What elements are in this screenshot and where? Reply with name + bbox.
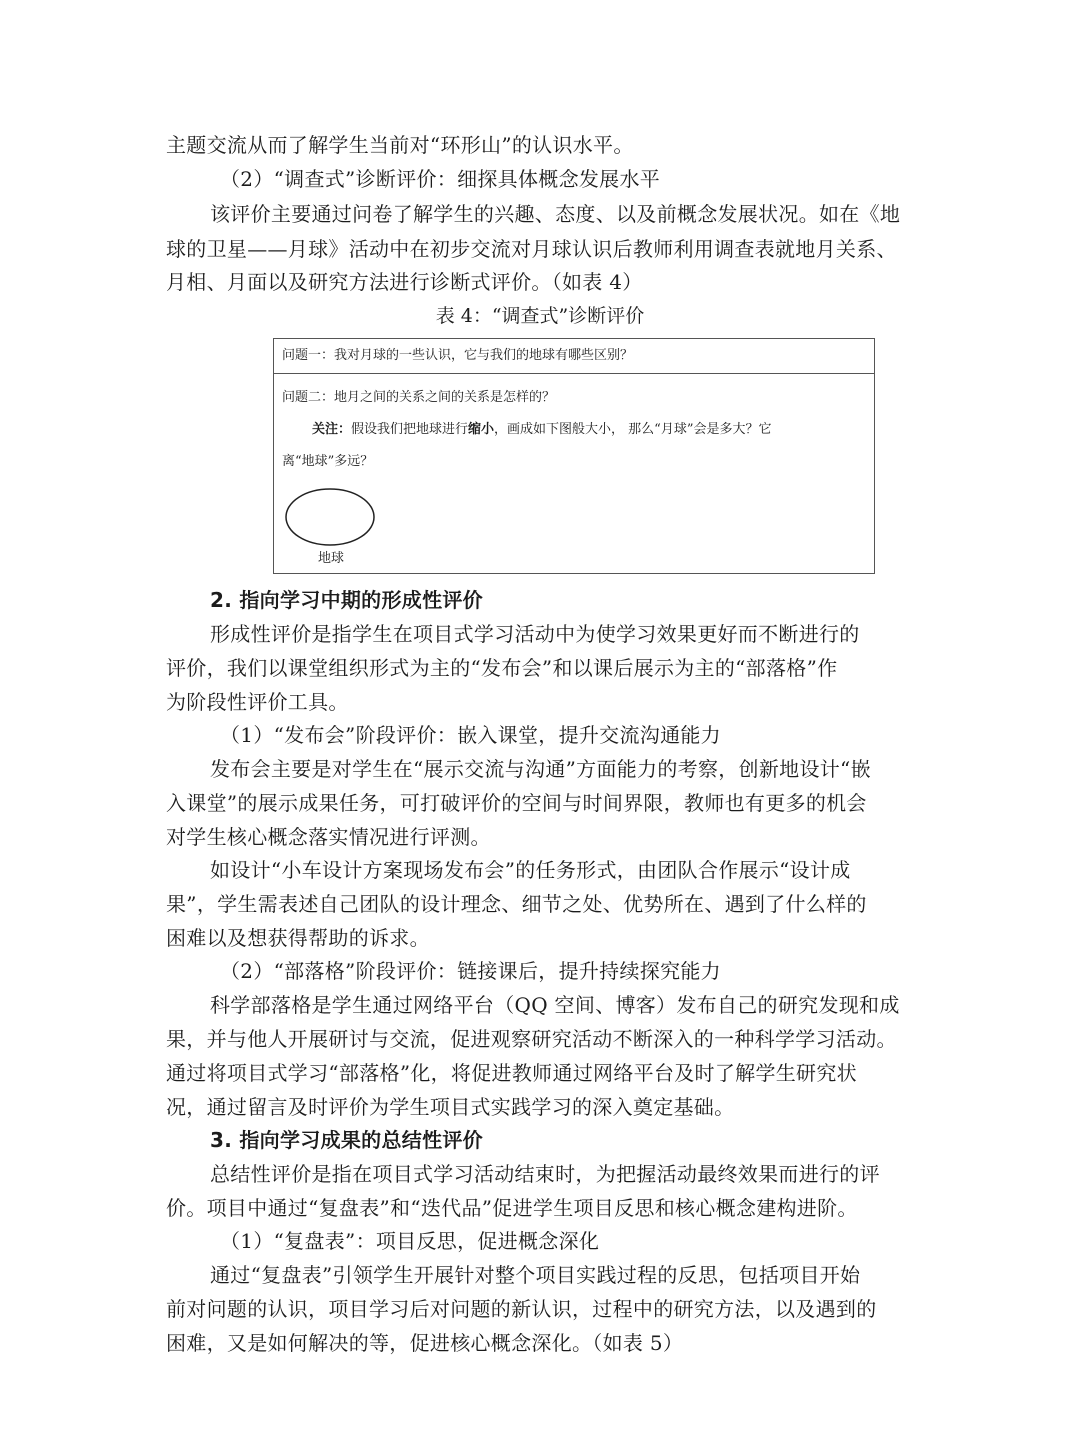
paragraph-line: 形成性评价是指学生在项目式学习活动中为使学习效果更好而不断进行的: [210, 622, 860, 646]
paragraph-line: 对学生核心概念落实情况进行评测。: [166, 825, 491, 849]
table-caption: 表 4：“调查式”诊断评价: [435, 305, 645, 327]
question-one: 问题一：我对月球的一些认识，它与我们的地球有哪些区别？: [282, 348, 634, 363]
focus-note-line2: 离“地球”多远？: [282, 454, 374, 469]
paragraph-line: 通过将项目式学习“部落格”化，将促进教师通过网络平台及时了解学生研究状: [166, 1061, 857, 1085]
paragraph-line: 总结性评价是指在项目式学习活动结束时，为把握活动最终效果而进行的评: [210, 1162, 880, 1186]
subsection-heading: （1）“发布会”阶段评价：嵌入课堂，提升交流沟通能力: [220, 723, 721, 747]
paragraph-line: 发布会主要是对学生在“展示交流与沟通”方面能力的考察，创新地设计“嵌: [210, 757, 871, 781]
earth-label: 地球: [318, 551, 345, 566]
paragraph-line: 况，通过留言及时评价为学生项目式实践学习的深入奠定基础。: [166, 1095, 735, 1119]
paragraph-line: 困难以及想获得帮助的诉求。: [166, 926, 430, 950]
paragraph-line: 前对问题的认识，项目学习后对问题的新认识，过程中的研究方法，以及遇到的: [166, 1297, 877, 1321]
table-divider: [274, 373, 874, 374]
focus-label: 关注：: [312, 422, 352, 437]
survey-table: [273, 338, 875, 574]
paragraph-line: 果”，学生需表述自己团队的设计理念、细节之处、优势所在、遇到了什么样的: [166, 892, 867, 916]
paragraph-line: 该评价主要通过问卷了解学生的兴趣、态度、以及前概念发展状况。如在《地: [210, 202, 901, 226]
paragraph-line: 入课堂”的展示成果任务，可打破评价的空间与时间界限，教师也有更多的机会: [166, 791, 867, 815]
focus-text-bold: 缩小: [468, 422, 495, 437]
section-heading: 3. 指向学习成果的总结性评价: [210, 1128, 483, 1152]
subsection-heading: （2）“调查式”诊断评价：细探具体概念发展水平: [220, 167, 661, 191]
section-heading: 2. 指向学习中期的形成性评价: [210, 588, 483, 612]
paragraph-line: 月相、月面以及研究方法进行诊断式评价。（如表 4）: [166, 270, 643, 294]
focus-note: [312, 421, 771, 439]
paragraph-line: 为阶段性评价工具。: [166, 690, 349, 714]
subsection-heading: （2）“部落格”阶段评价：链接课后，提升持续探究能力: [220, 959, 721, 983]
paragraph-line: 评价，我们以课堂组织形式为主的“发布会”和以课后展示为主的“部落格”作: [166, 656, 838, 680]
earth-circle: [284, 487, 376, 547]
paragraph-line: 果，并与他人开展研讨与交流，促进观察研究活动不断深入的一种科学学习活动。: [166, 1027, 897, 1051]
question-two: 问题二：地月之间的关系之间的关系是怎样的？: [282, 390, 556, 405]
paragraph-line: 价。项目中通过“复盘表”和“迭代品”促进学生项目反思和核心概念建构进阶。: [166, 1196, 858, 1220]
paragraph-line: 主题交流从而了解学生当前对“环形山”的认识水平。: [166, 133, 634, 157]
focus-text-post: ，画成如下图般大小， 那么“月球”会是多大？它: [494, 422, 772, 437]
paragraph-line: 如设计“小车设计方案现场发布会”的任务形式，由团队合作展示“设计成: [210, 858, 851, 882]
subsection-heading: （1）“复盘表”：项目反思，促进概念深化: [220, 1229, 600, 1253]
paragraph-line: 科学部落格是学生通过网络平台（QQ 空间、博客）发布自己的研究发现和成: [210, 993, 900, 1017]
focus-text-pre: 假设我们把地球进行: [351, 422, 469, 437]
paragraph-line: 通过“复盘表”引领学生开展针对整个项目实践过程的反思，包括项目开始: [210, 1263, 861, 1287]
paragraph-line: 球的卫星——月球》活动中在初步交流对月球认识后教师利用调查表就地月关系、: [166, 237, 897, 261]
paragraph-line: 困难，又是如何解决的等，促进核心概念深化。（如表 5）: [166, 1331, 684, 1355]
